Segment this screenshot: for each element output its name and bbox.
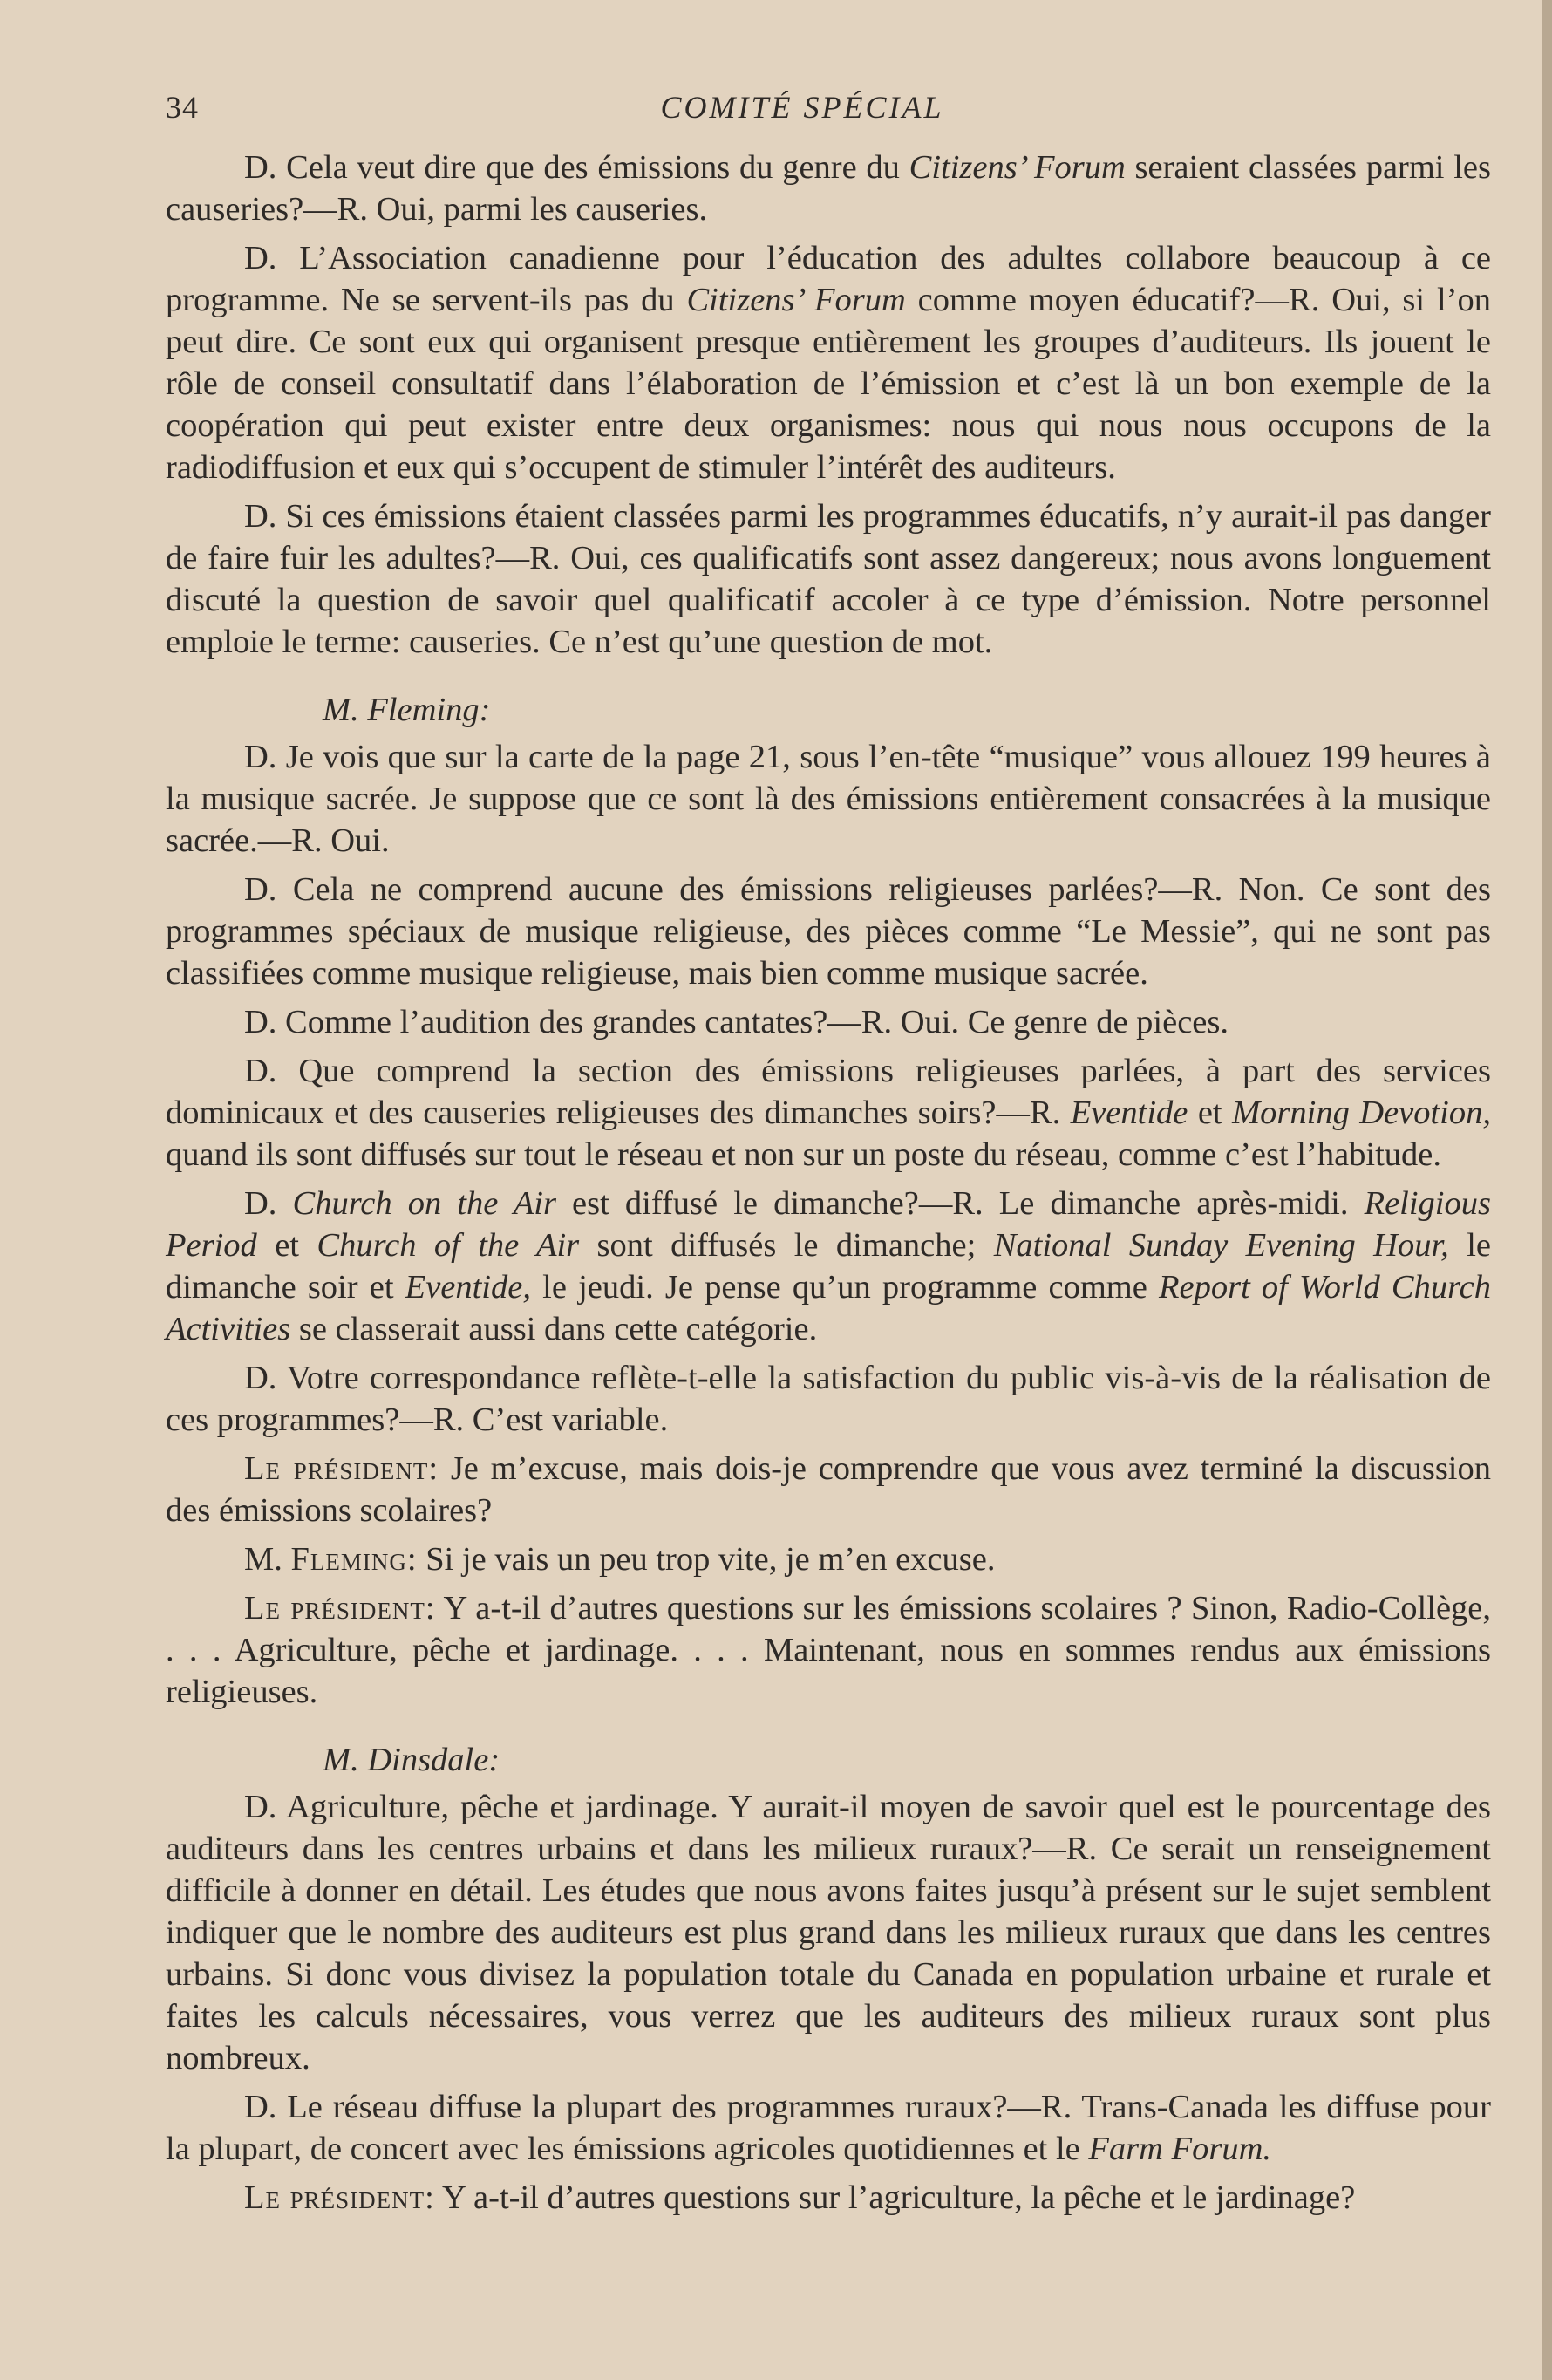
speaker-label: Le président: <box>244 2179 435 2216</box>
text-run: comme moyen éducatif?—R. Oui, si l’on peut dire. Ce sont eux qui organisent presque entièrement les groupes d’auditeurs. Ils jouent le rôle de conseil consultatif dans l’élaboration de l’émission et c’est là un bon exemple de la coopération qui peut exister entre deux organismes: nous qui nous nous occupons de la radiodiffusion et eux qui s’occupent de stimuler l’intérêt des auditeurs. <box>166 282 1491 486</box>
paragraph <box>166 1448 1491 1531</box>
page-number: 34 <box>166 90 199 125</box>
paragraph <box>166 1587 1491 1713</box>
page-header <box>166 89 1491 133</box>
paragraph: D. Votre correspondance reflète-t-elle la satisfaction du public vis-à-vis de la réalisation de ces programmes?—R. C’est variable. <box>166 1360 1491 1438</box>
text-run: Y a-t-il d’autres questions sur l’agriculture, la pêche et le jardinage? <box>434 2179 1356 2216</box>
text-run: et <box>1188 1095 1233 1131</box>
italic-title: Morning Devotion, <box>1232 1095 1491 1131</box>
text-run: seraient classées parmi les causeries?—R. Oui, parmi les causeries. <box>166 149 1491 228</box>
text-run: et <box>256 1227 317 1264</box>
paragraph: D. Cela ne comprend aucune des émissions religieuses parlées?—R. Non. Ce sont des programmes spéciaux de musique religieuse, des pièces comme “Le Messie”, qui ne sont pas classifiées comme musique religieuse, mais bien comme musique sacrée. <box>166 871 1491 992</box>
text-run: le jeudi. Je pense qu’un programme comme <box>530 1269 1159 1306</box>
paragraph <box>166 237 1491 488</box>
running-head: COMITÉ SPÉCIAL <box>660 90 944 125</box>
paragraph: D. Agriculture, pêche et jardinage. Y aurait-il moyen de savoir quel est le pourcentage des auditeurs dans les centres urbains et dans les milieux ruraux?—R. Ce serait un renseignement difficile à donner en détail. Les études que nous avons faites jusqu’à présent sur le sujet semblent indiquer que le nombre des auditeurs est plus grand dans les milieux ruraux que dans les centres urbains. Si donc vous divisez la population totale du Canada en population urbaine et rurale et faites les calculs nécessaires, vous verrez que les auditeurs des milieux ruraux sont plus nombreux. <box>166 1789 1491 2077</box>
paragraph <box>166 1183 1491 1350</box>
italic-title: Report of World Church Activities <box>166 1269 1491 1347</box>
paragraph <box>166 2177 1491 2219</box>
italic-title: Citizens’ Forum <box>909 149 1126 186</box>
italic-title: National Sunday Evening Hour, <box>993 1227 1449 1264</box>
text-run: D. L’Association canadienne pour l’éducation des adultes collabore beaucoup à ce programme. Ne se servent-ils pas du <box>166 240 1491 318</box>
italic-title: Citizens’ Forum <box>686 282 906 318</box>
text-run: le dimanche soir et <box>166 1227 1491 1306</box>
text-run: Si je vais un peu trop vite, je m’en excuse. <box>417 1541 996 1578</box>
paragraph <box>166 1050 1491 1176</box>
italic-title: Church on the Air <box>292 1185 556 1222</box>
paragraph <box>166 2086 1491 2170</box>
page-edge <box>1542 0 1552 2380</box>
body-text <box>166 147 1491 2226</box>
italic-title: Farm Forum. <box>1088 2131 1272 2167</box>
paragraph <box>166 1538 1491 1580</box>
italic-title: Eventide, <box>405 1269 531 1306</box>
paragraph: D. Comme l’audition des grandes cantates?—R. Oui. Ce genre de pièces. <box>244 1004 1229 1040</box>
italic-title: Eventide <box>1070 1095 1188 1131</box>
paragraph: D. Je vois que sur la carte de la page 21, sous l’en-tête “musique” vous allouez 199 heures à la musique sacrée. Je suppose que ce sont là des émissions entièrement consacrées à la musique sacrée.—R. Oui. <box>166 739 1491 859</box>
text-run: Y a-t-il d’autres questions sur les émissions scolaires ? Sinon, Radio-Collège, . . . Agriculture, pêche et jardinage. . . . Maintenant, nous en sommes rendus aux émissions religieuses. <box>166 1590 1491 1710</box>
text-run: M. <box>244 1541 291 1578</box>
text-run: D. Cela veut dire que des émissions du genre du <box>244 149 909 186</box>
text-run: D. Que comprend la section des émissions religieuses parlées, à part des services dominicaux et des causeries religieuses des dimanches soirs?—R. <box>166 1053 1491 1131</box>
speaker-label: Le président: <box>244 1590 436 1626</box>
paragraph <box>166 147 1491 230</box>
italic-title: Church of the Air <box>317 1227 580 1264</box>
text-run: est diffusé le dimanche?—R. Le dimanche après-midi. <box>555 1185 1365 1222</box>
text-run: Je m’excuse, mais dois-je comprendre que vous avez terminé la discussion des émissions scolaires? <box>166 1450 1491 1529</box>
text-run: D. Le réseau diffuse la plupart des programmes ruraux?—R. Trans-Canada les diffuse pour la plupart, de concert avec les émissions agricoles quotidiennes et le <box>166 2089 1491 2167</box>
speaker-label: Fleming: <box>290 1541 418 1578</box>
speaker-heading: M. Fleming: <box>323 692 491 728</box>
text-run: se classerait aussi dans cette catégorie. <box>290 1311 818 1347</box>
text-run: quand ils sont diffusés sur tout le réseau et non sur un poste du réseau, comme c’est l’habitude. <box>166 1136 1442 1173</box>
text-run: sont diffusés le dimanche; <box>579 1227 994 1264</box>
speaker-label: Le président: <box>244 1450 439 1487</box>
speaker-heading: M. Dinsdale: <box>323 1742 500 1778</box>
paragraph: D. Si ces émissions étaient classées parmi les programmes éducatifs, n’y aurait-il pas danger de faire fuir les adultes?—R. Oui, ces qualificatifs sont assez dangereux; nous avons longuement discuté la question de savoir quel qualificatif accoler à ce type d’émission. Notre personnel emploie le terme: causeries. Ce n’est qu’une question de mot. <box>166 498 1491 660</box>
text-run: D. <box>244 1185 293 1222</box>
italic-title: Religious Period <box>166 1185 1491 1264</box>
